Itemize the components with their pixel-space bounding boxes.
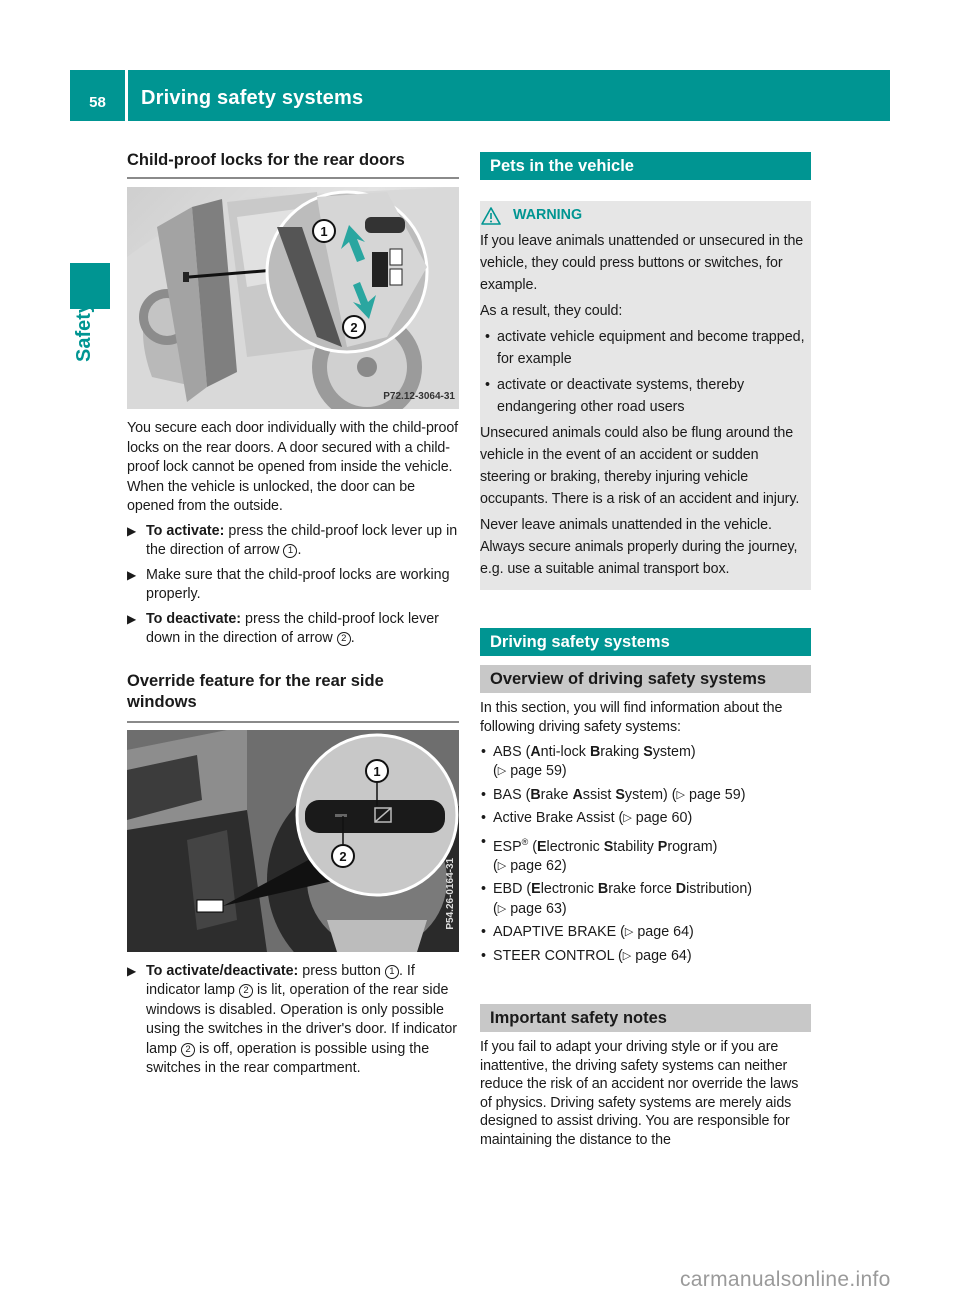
list-item-bas: • BAS (Brake Assist System) (▷ page 59) xyxy=(480,786,811,806)
callout-1-icon: 1 xyxy=(385,965,399,979)
right-column xyxy=(480,152,811,1154)
page-link[interactable]: page 59 xyxy=(510,763,562,779)
warning-bullet: • activate or deactivate systems, thereby endangering other road users xyxy=(484,374,811,418)
figure-override-switch xyxy=(127,730,459,952)
page-number: 58 xyxy=(70,70,125,121)
heading-pets: Pets in the vehicle xyxy=(480,152,811,180)
bullet-icon: • xyxy=(481,810,487,826)
bullet-icon: • xyxy=(481,947,487,964)
overview-intro: In this section, you will find information about the following driving safety systems: xyxy=(480,699,783,735)
heading-childproof-locks: Child-proof locks for the rear doors xyxy=(127,150,459,179)
svg-text:2: 2 xyxy=(339,848,347,864)
step-activate-deactivate: ▶ To activate/deactivate: press button 1 . If indicator lamp 2 is lit, operation of the rear side windows is disabled. Operation is only possible using the switches in the driver's door. If indicator lamp 2 is off, operation is possible using the switches in the rear compartment. xyxy=(127,962,458,1076)
list-item-abs: • ABS (Anti-lock Braking System) (▷ page 59) xyxy=(481,743,696,779)
step-arrow-icon: ▶ xyxy=(127,567,137,582)
page-ref-icon: ▷ xyxy=(624,926,634,939)
step-arrow-icon: ▶ xyxy=(127,611,137,626)
figure-code: P54.26-0164-31 xyxy=(445,857,457,930)
page-link[interactable]: page 64 xyxy=(637,924,690,941)
list-item-esp: • ESP® (Electronic Stability Program) (▷ page 62) xyxy=(481,833,718,874)
warning-triangle-icon xyxy=(481,207,501,225)
warning-text: Never leave animals unattended in the vehicle. Always secure animals properly during the journey, e.g. use a suitable animal transport box. xyxy=(480,516,798,577)
callout-1-icon: 1 xyxy=(283,544,297,558)
warning-title: WARNING xyxy=(480,206,811,226)
callout-2-icon: 2 xyxy=(337,632,351,646)
car-door-illustration xyxy=(127,187,459,409)
page-link[interactable]: page 60 xyxy=(635,810,688,826)
svg-text:1: 1 xyxy=(320,224,328,239)
warning-text: As a result, they could: xyxy=(480,302,623,319)
heading-rule xyxy=(127,721,459,723)
childproof-intro: You secure each door individually with the child-proof locks on the rear doors. A door secured with a child-proof lock cannot be opened from inside the vehicle. When the vehicle is unlocked, the door can be opened from the outside. xyxy=(127,420,459,514)
page-ref-icon: ▷ xyxy=(622,949,632,962)
bullet-icon: • xyxy=(481,924,487,941)
heading-important-safety-notes: Important safety notes xyxy=(480,1004,811,1032)
list-item-ebd: • EBD (Electronic Brake force Distribution) (▷ page 63) xyxy=(481,881,753,917)
bullet-icon: • xyxy=(485,376,491,393)
page-link[interactable]: page 64 xyxy=(635,947,687,964)
watermark: carmanualsonline.info xyxy=(680,1268,891,1291)
step-deactivate: ▶ To deactivate: press the child-proof lock lever down in the direction of arrow 2 . xyxy=(127,610,439,646)
left-column xyxy=(127,150,459,1084)
heading-override-feature: Override feature for the rear side windows xyxy=(127,671,384,711)
window-switch-illustration xyxy=(127,730,459,952)
page-link[interactable]: page 63 xyxy=(510,900,562,917)
bullet-icon: • xyxy=(481,786,487,803)
side-tab-label: Safety xyxy=(73,301,95,362)
page-ref-icon: ▷ xyxy=(623,812,632,824)
page-ref-icon: ▷ xyxy=(497,765,507,777)
page-ref-icon: ▷ xyxy=(676,788,686,801)
warning-box xyxy=(480,201,811,590)
heading-overview: Overview of driving safety systems xyxy=(480,665,811,693)
warning-text: If you leave animals unattended or unsecured in the vehicle, they could press buttons or switches, for example. xyxy=(480,232,804,293)
list-item-adaptive-brake: • ADAPTIVE BRAKE (▷ page 64) xyxy=(480,923,811,943)
list-item-steer-control: • STEER CONTROL (▷ page 64) xyxy=(480,947,811,967)
warning-bullet: • activate vehicle equipment and become trapped, for example xyxy=(484,326,811,370)
step-check: ▶ Make sure that the child-proof locks are working properly. xyxy=(127,566,450,602)
bullet-icon: • xyxy=(481,881,487,898)
callout-2-icon: 2 xyxy=(239,984,253,998)
warning-text: Unsecured animals could also be flung around the vehicle in the event of an accident or sudden steering or braking, thereby injuring vehicle occupants. There is a risk of an accident and injury. xyxy=(480,424,800,507)
page-link[interactable]: page 59 xyxy=(689,786,741,803)
list-item-active-brake-assist: • Active Brake Assist (▷ page 60) xyxy=(480,809,811,829)
page-ref-icon: ▷ xyxy=(497,902,507,915)
svg-text:2: 2 xyxy=(350,320,358,335)
chapter-title: Driving safety systems xyxy=(128,70,890,121)
figure-code: P72.12-3064-31 xyxy=(383,390,455,402)
heading-driving-safety-systems: Driving safety systems xyxy=(480,628,811,656)
step-arrow-icon: ▶ xyxy=(127,963,137,978)
page-link[interactable]: page 62 xyxy=(510,857,562,874)
bullet-icon: • xyxy=(481,833,487,850)
svg-text:1: 1 xyxy=(373,763,381,779)
step-activate: ▶ To activate: press the child-proof lock lever up in the direction of arrow 1 . xyxy=(127,522,458,558)
step-arrow-icon: ▶ xyxy=(127,523,137,538)
figure-childproof-lock xyxy=(127,187,459,409)
page-ref-icon: ▷ xyxy=(497,859,507,872)
important-safety-text: If you fail to adapt your driving style or if you are inattentive, the driving safety systems can neither reduce the risk of an accident nor override the laws of physics. Driving safety systems are merely aids designed to assist driving. You are responsible for maintaining the distance to the xyxy=(480,1039,799,1148)
callout-2-icon: 2 xyxy=(181,1043,195,1057)
bullet-icon: • xyxy=(481,743,487,760)
bullet-icon: • xyxy=(485,328,491,345)
